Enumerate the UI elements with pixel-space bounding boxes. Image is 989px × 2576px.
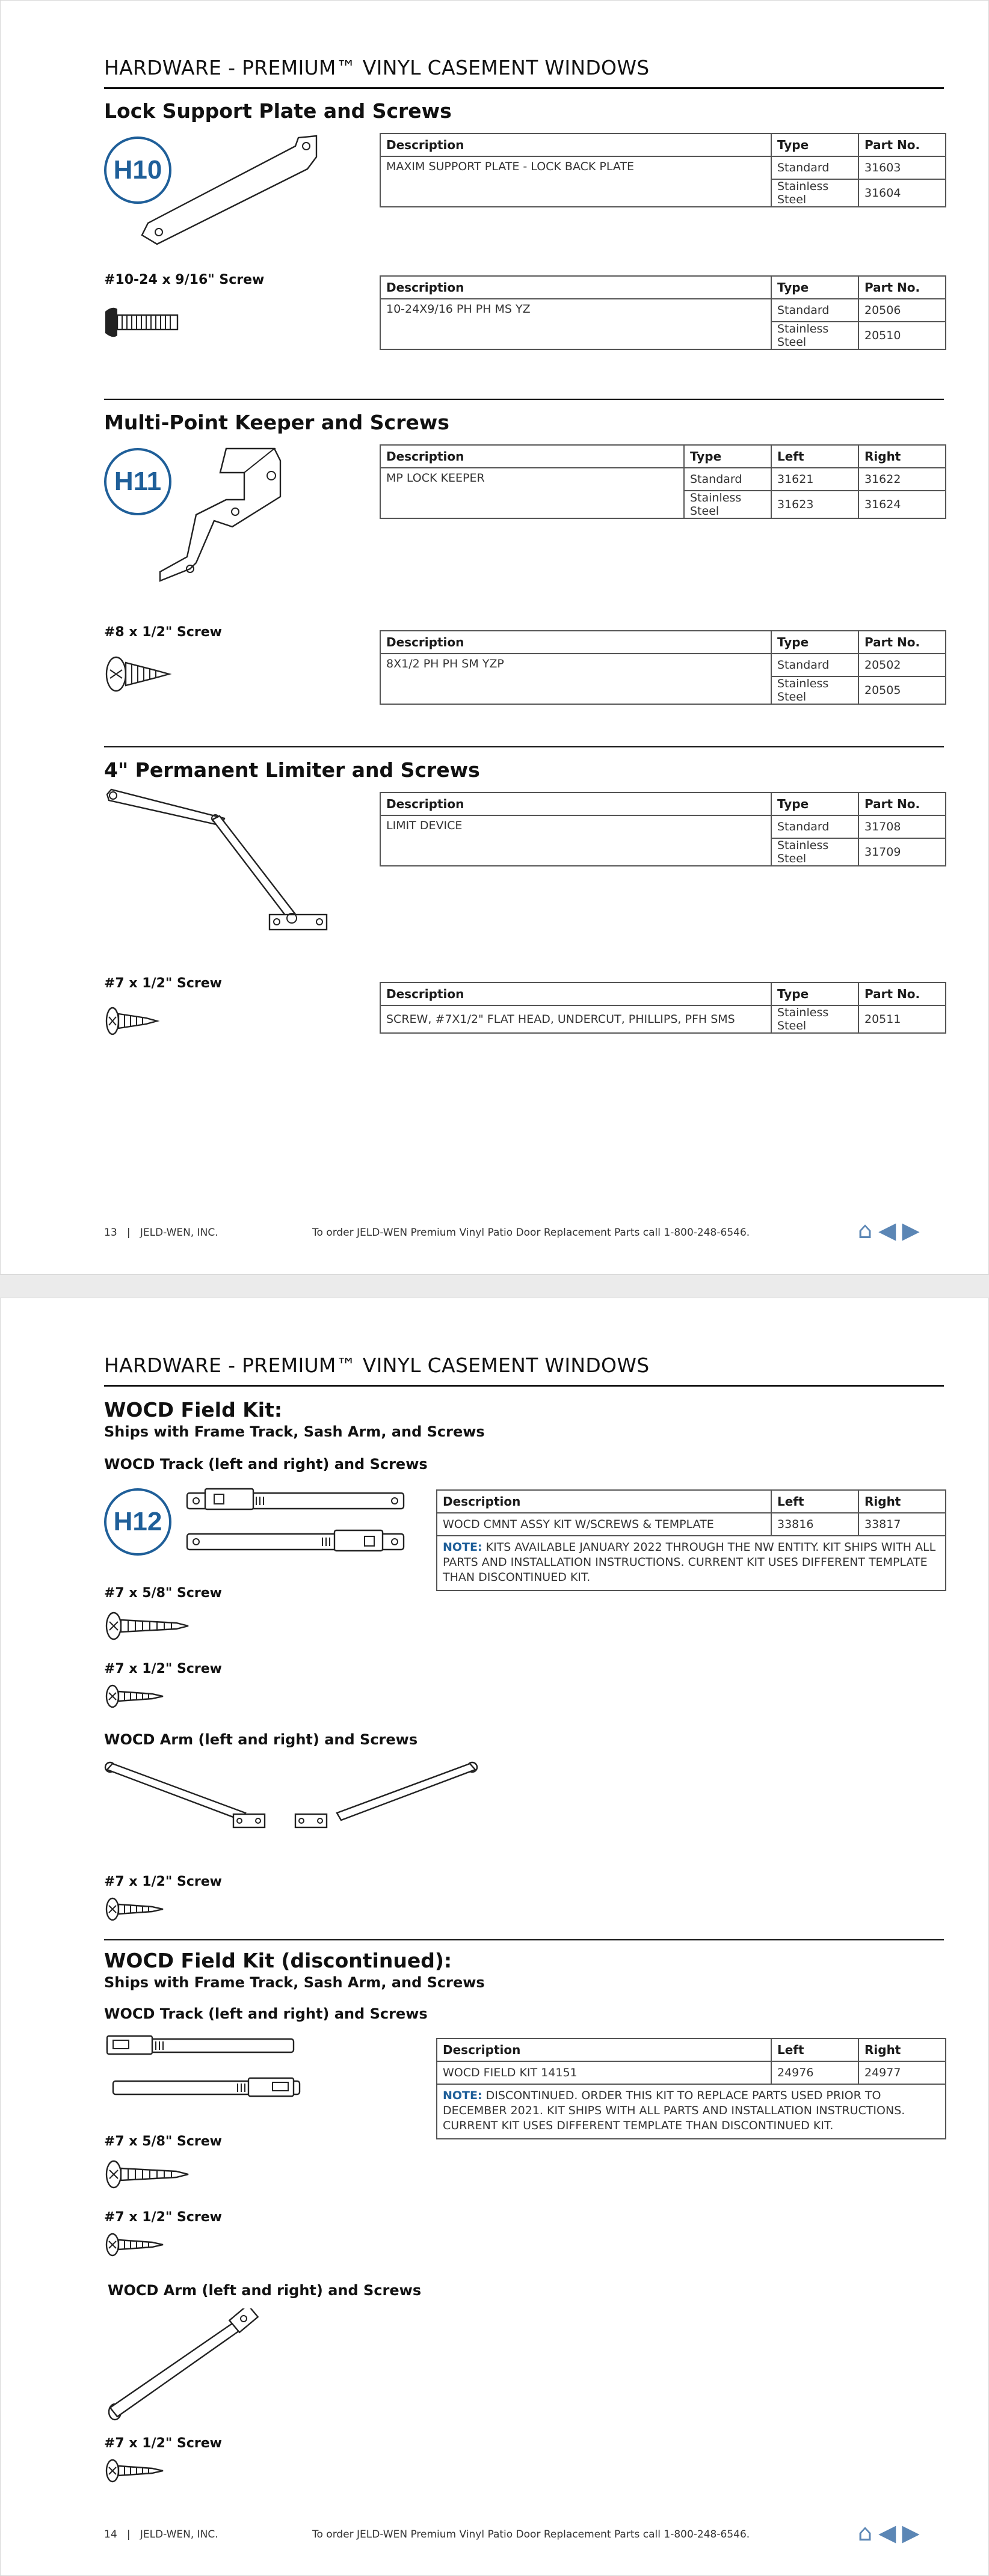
part-badge-h10: H10: [104, 136, 171, 204]
flat-head-screw-icon: [104, 1005, 164, 1038]
note-text: DISCONTINUED. ORDER THIS KIT TO REPLACE PARTS USED PRIOR TO DECEMBER 2021. KIT SHIPS WITH ALL PARTS AND INSTALLATION INSTRUCTIONS. CURRENT KIT USES DIFFERENT TEMPLATE THAN DISCONTINUED KIT.: [443, 2089, 905, 2132]
col-right: Right: [858, 445, 946, 468]
part-no-cell: 20502: [858, 654, 946, 676]
screw-label-7-5-8: #7 x 5/8" Screw: [104, 2134, 223, 2149]
part-no-cell: 20511: [858, 1005, 946, 1033]
section-title-limiter: 4" Permanent Limiter and Screws: [104, 758, 480, 782]
table-row: [437, 2061, 946, 2084]
table-row: [380, 654, 946, 676]
part-no-cell: 31604: [858, 179, 946, 207]
section-title-lock-support: Lock Support Plate and Screws: [104, 99, 452, 123]
col-left: Left: [771, 2038, 858, 2061]
description-cell: 10-24X9/16 PH PH MS YZ: [380, 299, 771, 349]
type-cell: Stainless Steel: [684, 491, 771, 518]
arm-label: WOCD Arm (left and right) and Screws: [108, 2282, 422, 2299]
screw-label-7-5-8: #7 x 5/8" Screw: [104, 1586, 223, 1601]
wood-screw-short-icon: [104, 1896, 170, 1923]
col-right: Right: [858, 2038, 946, 2061]
table-row: [380, 468, 946, 491]
parts-table-h10: [380, 133, 946, 207]
screw-table-limiter: [380, 982, 946, 1034]
screw-label-7: #7 x 1/2" Screw: [104, 976, 223, 991]
section-title-wocd-kit-discontinued: WOCD Field Kit (discontinued):: [104, 1949, 452, 1972]
footer-separator: |: [126, 2528, 131, 2541]
arrow-right-icon[interactable]: ▶: [902, 1217, 920, 1244]
page-number: 13: [104, 1227, 117, 1239]
footer-separator: |: [126, 1227, 131, 1239]
table-row: [380, 156, 946, 179]
type-cell: Standard: [771, 654, 858, 676]
part-no-cell: 31708: [858, 815, 946, 838]
sheet-metal-screw-icon: [104, 653, 176, 695]
description-cell: LIMIT DEVICE: [380, 815, 771, 866]
part-no-cell: 20506: [858, 299, 946, 322]
section-subtitle: Ships with Frame Track, Sash Arm, and Screws: [104, 1423, 485, 1440]
footer-order-text: To order JELD-WEN Premium Vinyl Patio Door Replacement Parts call 1-800-248-6546.: [312, 1227, 750, 1239]
col-part-no: Part No.: [858, 793, 946, 815]
track-label: WOCD Track (left and right) and Screws: [104, 1456, 428, 1473]
company-name: JELD-WEN, INC.: [140, 2528, 218, 2541]
screw-label-7-1-2-arm: #7 x 1/2" Screw: [104, 1874, 223, 1889]
parts-table-h11: [380, 444, 946, 519]
page-number: 14: [104, 2528, 117, 2541]
type-cell: Standard: [684, 468, 771, 491]
arm-label: WOCD Arm (left and right) and Screws: [104, 1731, 418, 1748]
section-title-wocd-kit: WOCD Field Kit:: [104, 1398, 283, 1421]
section-divider: [104, 1939, 944, 1940]
col-part-no: Part No.: [858, 631, 946, 654]
right-cell: 31622: [858, 468, 946, 491]
col-description: Description: [437, 2038, 771, 2061]
footer-page-info: [104, 2528, 218, 2541]
section-divider: [104, 399, 944, 400]
col-description: Description: [380, 631, 771, 654]
wood-screw-short-icon: [104, 2231, 170, 2259]
header-rule: [104, 87, 944, 89]
company-name: JELD-WEN, INC.: [140, 1227, 218, 1239]
wocd-arm-discontinued-image: [104, 2308, 273, 2423]
right-cell: 24977: [858, 2061, 946, 2084]
screw-table-h10: [380, 275, 946, 350]
col-type: Type: [771, 983, 858, 1005]
part-no-cell: 31709: [858, 838, 946, 866]
right-cell: 33817: [858, 1513, 946, 1536]
parts-table-limiter: [380, 792, 946, 866]
wood-screw-short-icon: [104, 2458, 170, 2485]
footer-order-text: To order JELD-WEN Premium Vinyl Patio Door Replacement Parts call 1-800-248-6546.: [312, 2528, 750, 2541]
arrow-left-icon[interactable]: ◀: [878, 1217, 896, 1244]
col-type: Type: [684, 445, 771, 468]
home-icon[interactable]: ⌂: [858, 2519, 873, 2546]
table-row: [380, 299, 946, 322]
footer-page-info: [104, 1227, 218, 1239]
parts-table-discontinued: [436, 2038, 946, 2139]
wood-screw-short-icon: [104, 1683, 170, 1710]
type-cell: Standard: [771, 156, 858, 179]
description-cell: SCREW, #7X1/2" FLAT HEAD, UNDERCUT, PHILLIPS, PFH SMS: [380, 1005, 771, 1033]
type-cell: Stainless Steel: [771, 179, 858, 207]
page-header: HARDWARE - PREMIUM™ VINYL CASEMENT WINDOWS: [104, 56, 650, 79]
part-no-cell: 20510: [858, 322, 946, 349]
wocd-track-discontinued-image: [104, 2033, 303, 2105]
col-description: Description: [380, 793, 771, 815]
wocd-arm-image: [104, 1760, 483, 1838]
col-type: Type: [771, 133, 858, 156]
col-type: Type: [771, 631, 858, 654]
col-description: Description: [380, 276, 771, 299]
note-cell: [437, 2084, 946, 2139]
left-cell: 31621: [771, 468, 858, 491]
note-text: KITS AVAILABLE JANUARY 2022 THROUGH THE NW ENTITY. KIT SHIPS WITH ALL PARTS AND INSTALLATION INSTRUCTIONS. CURRENT KIT USES DIFFERENT TEMPLATE THAN DISCONTINUED KIT.: [443, 1541, 936, 1584]
type-cell: Standard: [771, 299, 858, 322]
note-label: NOTE:: [443, 2089, 482, 2102]
col-right: Right: [858, 1490, 946, 1513]
col-description: Description: [380, 133, 771, 156]
right-cell: 31624: [858, 491, 946, 518]
section-title-keeper: Multi-Point Keeper and Screws: [104, 411, 449, 434]
screw-label-8: #8 x 1/2" Screw: [104, 625, 223, 640]
table-row: [380, 815, 946, 838]
type-cell: Stainless Steel: [771, 1005, 858, 1033]
page-header: HARDWARE - PREMIUM™ VINYL CASEMENT WINDOWS: [104, 1354, 650, 1377]
screw-label-7-1-2: #7 x 1/2" Screw: [104, 2210, 223, 2225]
footer-nav: [858, 1219, 920, 1242]
description-cell: WOCD FIELD KIT 14151: [437, 2061, 771, 2084]
wood-screw-long-icon: [104, 1610, 194, 1643]
screw-label-7-1-2-arm: #7 x 1/2" Screw: [104, 2436, 223, 2451]
left-cell: 31623: [771, 491, 858, 518]
part-no-cell: 20505: [858, 676, 946, 704]
col-description: Description: [380, 445, 684, 468]
col-part-no: Part No.: [858, 276, 946, 299]
table-row: [380, 1005, 946, 1033]
track-label: WOCD Track (left and right) and Screws: [104, 2005, 428, 2022]
section-subtitle: Ships with Frame Track, Sash Arm, and Screws: [104, 1974, 485, 1991]
description-cell: 8X1/2 PH PH SM YZP: [380, 654, 771, 704]
screw-label-10-24: #10-24 x 9/16" Screw: [104, 272, 265, 287]
note-label: NOTE:: [443, 1541, 482, 1554]
col-part-no: Part No.: [858, 983, 946, 1005]
col-description: Description: [380, 983, 771, 1005]
type-cell: Standard: [771, 815, 858, 838]
description-cell: WOCD CMNT ASSY KIT W/SCREWS & TEMPLATE: [437, 1513, 771, 1536]
page-13: [0, 0, 989, 1275]
screw-label-7-1-2: #7 x 1/2" Screw: [104, 1661, 223, 1676]
col-type: Type: [771, 793, 858, 815]
machine-screw-icon: [104, 304, 182, 340]
home-icon[interactable]: ⌂: [858, 1217, 873, 1244]
screw-table-h11: [380, 630, 946, 705]
part-badge-h11: H11: [104, 448, 171, 515]
multi-point-keeper-image: [154, 443, 310, 599]
parts-table-h12: [436, 1489, 946, 1591]
lock-support-plate-image: [136, 133, 371, 253]
part-no-cell: 31603: [858, 156, 946, 179]
type-cell: Stainless Steel: [771, 322, 858, 349]
permanent-limiter-image: [104, 788, 333, 939]
left-cell: 24976: [771, 2061, 858, 2084]
wood-screw-long-icon: [104, 2158, 194, 2191]
note-row: [437, 2084, 946, 2139]
description-cell: MP LOCK KEEPER: [380, 468, 684, 518]
page-14: [0, 1298, 989, 2576]
col-description: Description: [437, 1490, 771, 1513]
type-cell: Stainless Steel: [771, 676, 858, 704]
header-rule: [104, 1385, 944, 1387]
note-row: [437, 1536, 946, 1590]
arrow-right-icon[interactable]: ▶: [902, 2519, 920, 2546]
col-type: Type: [771, 276, 858, 299]
type-cell: Stainless Steel: [771, 838, 858, 866]
table-row: [437, 1513, 946, 1536]
arrow-left-icon[interactable]: ◀: [878, 2519, 896, 2546]
footer-nav: [858, 2521, 920, 2544]
col-left: Left: [771, 1490, 858, 1513]
note-cell: [437, 1536, 946, 1590]
wocd-track-image: [184, 1487, 407, 1565]
left-cell: 33816: [771, 1513, 858, 1536]
part-badge-h12: H12: [104, 1488, 171, 1556]
description-cell: MAXIM SUPPORT PLATE - LOCK BACK PLATE: [380, 156, 771, 207]
section-divider: [104, 746, 944, 747]
col-part-no: Part No.: [858, 133, 946, 156]
col-left: Left: [771, 445, 858, 468]
